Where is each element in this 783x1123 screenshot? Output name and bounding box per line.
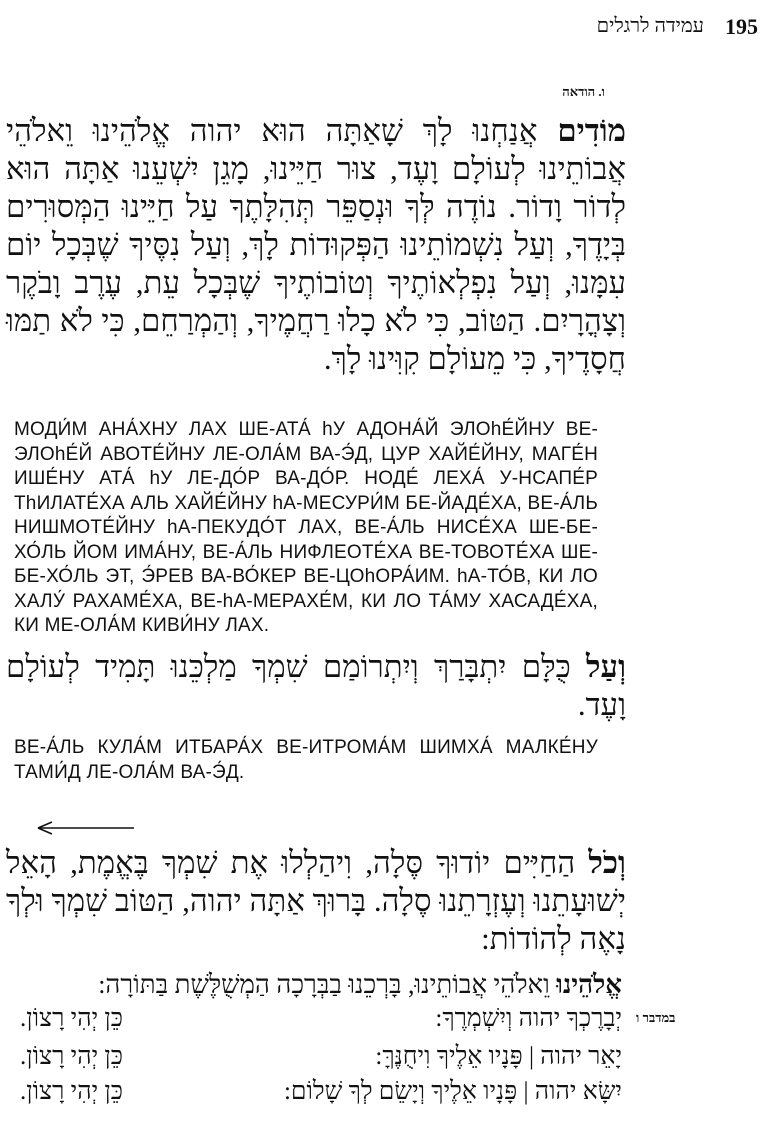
page-number: 195 xyxy=(725,14,758,39)
modim-hebrew-text: אֲנַחְנוּ לָךְ שָׁאַתָּה הוּא יהוה אֱלֹהֵינוּ וֵאלֹהֵי אֲבוֹתֵינוּ לְעוֹלָם וָעֶד, צוּר חַיֵּינוּ, מָגֵן יִשְׁעֵנוּ אַתָּה הוּא לְדוֹר וָדוֹר. נוֹדֶה לְּךָ וּנְסַפֵּר תְּהִלָּתֶךָ עַל חַיֵּינוּ הַמְּסוּרִים בְּיָדֶךָ, וְעַל נִשְׁמוֹתֵינוּ הַפְּקוּדוֹת לָךְ, וְעַל נִסֶּיךָ שֶׁבְּכָל יוֹם עִמָּנוּ, וְעַל נִפְלְאוֹתֶיךָ וְטוֹבוֹתֶיךָ שֶׁבְּכָל עֵת, עֶרֶב וָבֹקֶר וְצָהֳרָיִם. הַטּוֹב, כִּי לֹא כָלוּ רַחֲמֶיךָ, וְהַמְרַחֵם, כִּי לֹא תַמּוּ חֲסָדֶיךָ, כִּי מֵעוֹלָם קִוִּינוּ לָךְ. xyxy=(6,113,626,376)
modim-hebrew-lead: מוֹדִים xyxy=(557,113,627,148)
priestly-blessing-intro-lead: אֱלֹהֵינוּ xyxy=(556,970,622,999)
modim-hebrew-paragraph xyxy=(6,112,626,378)
veal-kulam-hebrew-paragraph xyxy=(6,648,626,724)
priestly-blessing-verse: יָאֵר יהוה | פָּנָיו אֵלֶיךָ וִיחֻנֶּךָּ: xyxy=(375,1043,622,1070)
priestly-blessing-intro-text: וֵאלֹהֵי אֲבוֹתֵינוּ, בָּרְכֵנוּ בַבְּרָכָה הַמְשֻׁלֶּשֶׁת בַּתּוֹרָה: xyxy=(98,970,550,999)
priestly-blessing-verse: יְבָרֶכְךָ יהוה וְיִשְׁמְרֶךָ: xyxy=(435,1005,622,1032)
veal-kulam-hebrew-text: כֻּלָּם יִתְבָּרַךְ וְיִתְרוֹמַם שִׁמְךָ מַלְכֵּנוּ תָּמִיד לְעוֹלָם וָעֶד. xyxy=(6,649,626,722)
veal-kulam-transliteration: ВЕ-А́ЛЬ КУЛА́М ИТБАРА́Х ВЕ-ИТРОМА́М ШИМХА́ МАЛКЕ́НУ ТАМИ́Д ЛЕ-ОЛА́М ВА-Э́Д. xyxy=(14,737,598,783)
left-arrow-icon xyxy=(30,818,140,838)
priestly-blessing-line xyxy=(20,1004,622,1036)
running-title: עמידה לרגלים xyxy=(596,15,704,37)
priestly-blessing-line xyxy=(20,1042,622,1074)
vechol-hebrew-text: הַחַיִּים יוֹדוּךָ סֶּלָה, וִיהַלְלוּ אֶת שִׁמְךָ בֶּאֱמֶת, הָאֵל יְשׁוּעָתֵנוּ וְעֶזְרָתֵנוּ סֶלָה. בָּרוּךְ אַתָּה יהוה, הַטּוֹב שִׁמְךָ וּלְךָ נָאֶה לְהוֹדוֹת: xyxy=(6,845,626,956)
priestly-blessing-response: כֵּן יְהִי רָצוֹן. xyxy=(20,1005,123,1032)
priestly-blessing-line xyxy=(20,1077,622,1109)
source-note: במדבר ו xyxy=(636,1010,676,1025)
priestly-blessing-response: כֵּן יְהִי רָצוֹן. xyxy=(20,1043,123,1070)
priestly-blessing-intro xyxy=(20,970,622,1000)
veal-kulam-hebrew-lead: וְעַל xyxy=(586,649,627,684)
priestly-blessing-verse: יִשָּׂא יהוה | פָּנָיו אֵלֶיךָ וְיָשֵׂם לְךָ שָׁלוֹם: xyxy=(283,1078,622,1105)
priestly-blessing-response: כֵּן יְהִי רָצוֹן. xyxy=(20,1078,123,1105)
section-label: ו. הודאה xyxy=(562,84,605,99)
modim-transliteration: МОДИ́М АНА́ХНУ ЛАХ ШЕ-АТА́ hУ АДОНА́Й ЭЛОhЕ́ЙНУ ВЕ-ЭЛОhЕ́Й АВОТЕ́ЙНУ ЛЕ-ОЛА́М ВА-Э́Д, ЦУР ХАЙЕ́ЙНУ, МАГЕ́Н ИШЕ́НУ АТА́ hУ ЛЕ-ДО́Р ВА-ДО́Р. НОДЕ́ ЛЕХА́ У-НСАПЕ́Р ТhИЛАТЕ́ХА АЛЬ ХАЙЕ́ЙНУ hА-МЕСУРИ́М БЕ-ЙАДЕ́ХА, ВЕ-А́ЛЬ НИШМОТЕ́ЙНУ hА-ПЕКУДО́Т ЛАХ, ВЕ-А́ЛЬ НИСЕ́ХА ШЕ-БЕ-ХО́ЛЬ ЙОМ ИМА́НУ, ВЕ-А́ЛЬ НИФЛЕОТЕ́ХА ВЕ-ТОВОТЕ́ХА ШЕ-БЕ-ХО́ЛЬ ЭТ, Э́РЕВ ВА-ВО́КЕР ВЕ-ЦОhОРА́ИМ. hА-ТО́В, КИ ЛО ХАЛУ́ РАХАМЕ́ХА, ВЕ-hА-МЕРАХЕ́М, КИ ЛО ТА́МУ ХАСАДЕ́ХА, КИ МЕ-ОЛА́М КИВИ́НУ ЛАХ. xyxy=(14,419,598,636)
vechol-hebrew-lead: וְכֹל xyxy=(588,845,626,880)
vechol-hebrew-paragraph xyxy=(6,844,626,958)
